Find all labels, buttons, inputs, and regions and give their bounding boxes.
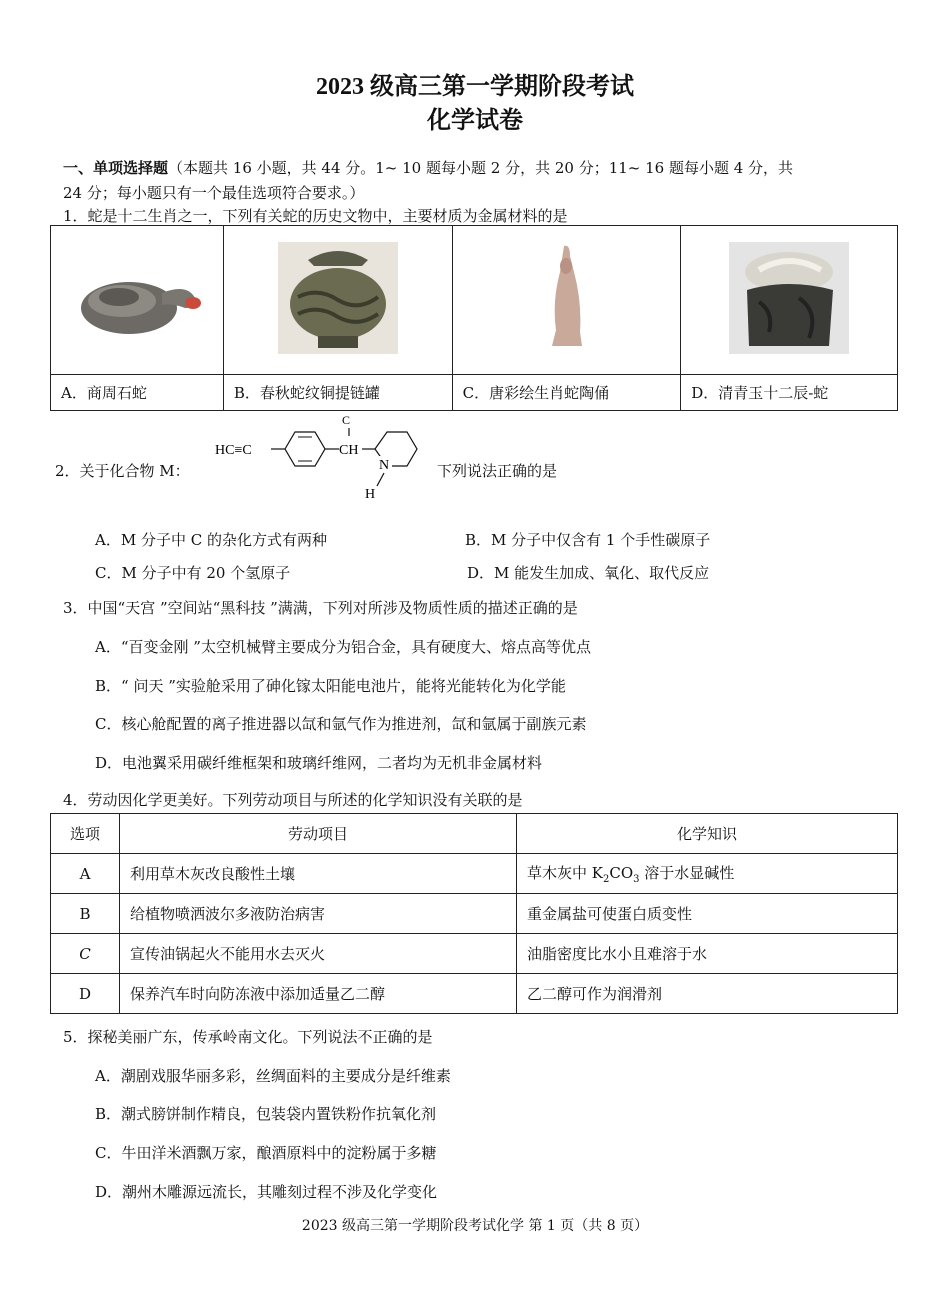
ch-label: CH (339, 443, 359, 458)
bronze-jar-image (223, 226, 452, 375)
row-labor: 宣传油锅起火不能用水去灭火 (120, 934, 517, 974)
q1-option-a: A．商周石蛇 (51, 375, 224, 411)
table-row (51, 974, 898, 1014)
q3-option-b: B．“ 问天 ”实验舱采用了砷化镓太阳能电池片，能将光能转化为化学能 (95, 677, 566, 695)
row-labor: 利用草木灰改良酸性土壤 (120, 854, 517, 894)
row-option: D (51, 974, 120, 1014)
q1-option-c: C．唐彩绘生肖蛇陶俑 (452, 375, 681, 411)
section-desc-2: 24 分；每小题只有一个最佳选项符合要求。） (63, 184, 365, 202)
page-footer: 2023 级高三第一学期阶段考试化学 第 1 页（共 8 页） (301, 1218, 649, 1234)
row-labor: 给植物喷洒波尔多液防治病害 (120, 894, 517, 934)
stone-snake-image (51, 226, 224, 375)
jade-snake-image (681, 226, 898, 375)
k-mid: CO (609, 864, 634, 882)
row-knowledge (517, 854, 898, 894)
hydrogen-label: H (365, 487, 376, 502)
q5-option-d: D．潮州木雕源远流长，其雕刻过程不涉及化学变化 (95, 1183, 438, 1201)
row-knowledge: 油脂密度比水小且难溶于水 (517, 934, 898, 974)
k-post: 溶于水显碱性 (639, 864, 735, 882)
q1-stem: 1．蛇是十二生肖之一，下列有关蛇的历史文物中，主要材质为金属材料的是 (63, 207, 568, 225)
row-option: C (51, 934, 120, 974)
row-option: B (51, 894, 120, 934)
q4-table (50, 813, 898, 1014)
k-sub-2: 3 (633, 874, 640, 885)
q3-option-a: A．“百变金刚 ”太空机械臂主要成分为铝合金，具有硬度大、熔点高等优点 (95, 638, 591, 656)
q1-options-table (50, 225, 898, 411)
table-row (51, 894, 898, 934)
q5-option-a: A．潮剧戏服华丽多彩，丝绸面料的主要成分是纤维素 (95, 1067, 451, 1085)
q2-option-b: B．M 分子中仅含有 1 个手性碳原子 (465, 531, 711, 549)
q2-option-c: C．M 分子中有 20 个氢原子 (95, 564, 291, 582)
pottery-figurine-image (452, 226, 681, 375)
nitrogen-label: N (379, 458, 390, 473)
k-pre: 草木灰中 K (527, 864, 603, 882)
table-row (51, 934, 898, 974)
k-sub-1: 2 (602, 874, 610, 885)
row-option: A (51, 854, 120, 894)
section-desc-1: （本题共 16 小题，共 44 分。1~ 10 题每小题 2 分，共 20 分；11~ 16 题每小题 4 分，共 (168, 159, 794, 177)
q5-option-c: C．牛田洋米酒飘万家，酿酒原料中的淀粉属于多糖 (95, 1144, 437, 1162)
q5-option-b: B．潮式膀饼制作精良，包装袋内置铁粉作抗氧化剂 (95, 1105, 437, 1123)
header-labor: 劳动项目 (120, 814, 517, 854)
q1-option-b: B．春秋蛇纹铜提链罐 (223, 375, 452, 411)
row-knowledge: 重金属盐可使蛋白质变性 (517, 894, 898, 934)
q3-stem: 3．中国“天宫 ”空间站“黑科技 ”满满，下列对所涉及物质性质的描述正确的是 (63, 599, 578, 617)
compound-m-structure (215, 416, 430, 504)
top-carbon-label: C (342, 416, 351, 427)
q3-option-c: C．核心舱配置的离子推进器以氙和氩气作为推进剂，氙和氩属于副族元素 (95, 715, 587, 733)
q5-stem: 5．探秘美丽广东，传承岭南文化。下列说法不正确的是 (63, 1028, 433, 1046)
table-row (51, 854, 898, 894)
q2-option-d: D．M 能发生加成、氧化、取代反应 (467, 564, 710, 582)
exam-subtitle: 化学试卷 (427, 108, 523, 134)
alkyne-group-label: HC≡C (215, 443, 252, 458)
q2-option-a: A．M 分子中 C 的杂化方式有两种 (95, 531, 327, 549)
header-knowledge: 化学知识 (517, 814, 898, 854)
q1-option-d: D．清青玉十二辰-蛇 (681, 375, 898, 411)
section-heading-line (63, 157, 793, 178)
header-option: 选项 (51, 814, 120, 854)
row-labor: 保养汽车时向防冻液中添加适量乙二醇 (120, 974, 517, 1014)
row-knowledge: 乙二醇可作为润滑剂 (517, 974, 898, 1014)
q4-stem: 4．劳动因化学更美好。下列劳动项目与所述的化学知识没有关联的是 (63, 791, 523, 809)
q2-stem-post: 下列说法正确的是 (437, 462, 558, 480)
table-header-row (51, 814, 898, 854)
q2-stem-pre: 2．关于化合物 M： (55, 462, 190, 480)
section-heading: 一、单项选择题 (63, 159, 169, 177)
q3-option-d: D．电池翼采用碳纤维框架和玻璃纤维网，二者均为无机非金属材料 (95, 754, 543, 772)
exam-title: 2023 级高三第一学期阶段考试 (316, 74, 634, 100)
